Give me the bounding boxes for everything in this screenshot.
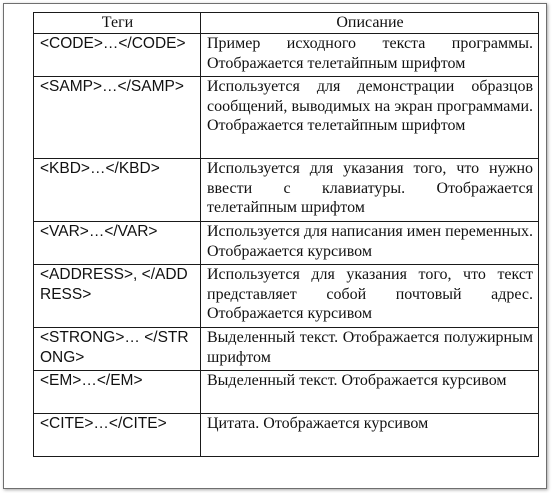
document-frame [3,3,547,489]
table-row [34,34,539,77]
tag-cell-kbd: <KBD>…</KBD> [34,159,201,222]
description-cell-code: Пример исходного текста программы. Отображается телетайпным шрифтом [201,34,539,77]
tag-cell-code: <CODE>…</CODE> [34,34,201,77]
table-row [34,414,539,457]
table-row [34,159,539,222]
description-cell-address: Используется для указания того, что текст представляет собой почтовый адрес. Отображается курсивом [201,265,539,328]
tag-cell-cite: <CITE>…</CITE> [34,414,201,457]
table-row [34,371,539,414]
description-cell-var: Используется для написания имен переменных. Отображается курсивом [201,222,539,265]
description-cell-kbd: Используется для указания того, что нужно ввести с клавиатуры. Отображается телетайпным шрифтом [201,159,539,222]
table-row [34,265,539,328]
tag-cell-address: <ADDRESS>, </ADDRESS> [34,265,201,328]
table-row [34,222,539,265]
tags-table [33,12,539,457]
header-tags: Теги [34,13,201,34]
tag-cell-samp: <SAMP>…</SAMP> [34,77,201,159]
tag-cell-em: <EM>…</EM> [34,371,201,414]
table-header-row [34,13,539,34]
description-cell-samp: Используется для демонстрации образцов сообщений, выводимых на экран программами. Отображается телетайпным шрифтом [201,77,539,159]
description-cell-cite: Цитата. Отображается курсивом [201,414,539,457]
description-cell-em: Выделенный текст. Отображается курсивом [201,371,539,414]
tag-cell-var: <VAR>…</VAR> [34,222,201,265]
table-row [34,77,539,159]
table-row [34,328,539,371]
tag-cell-strong: <STRONG>… </STRONG> [34,328,201,371]
description-cell-strong: Выделенный текст. Отображается полужирным шрифтом [201,328,539,371]
header-description: Описание [201,13,539,34]
